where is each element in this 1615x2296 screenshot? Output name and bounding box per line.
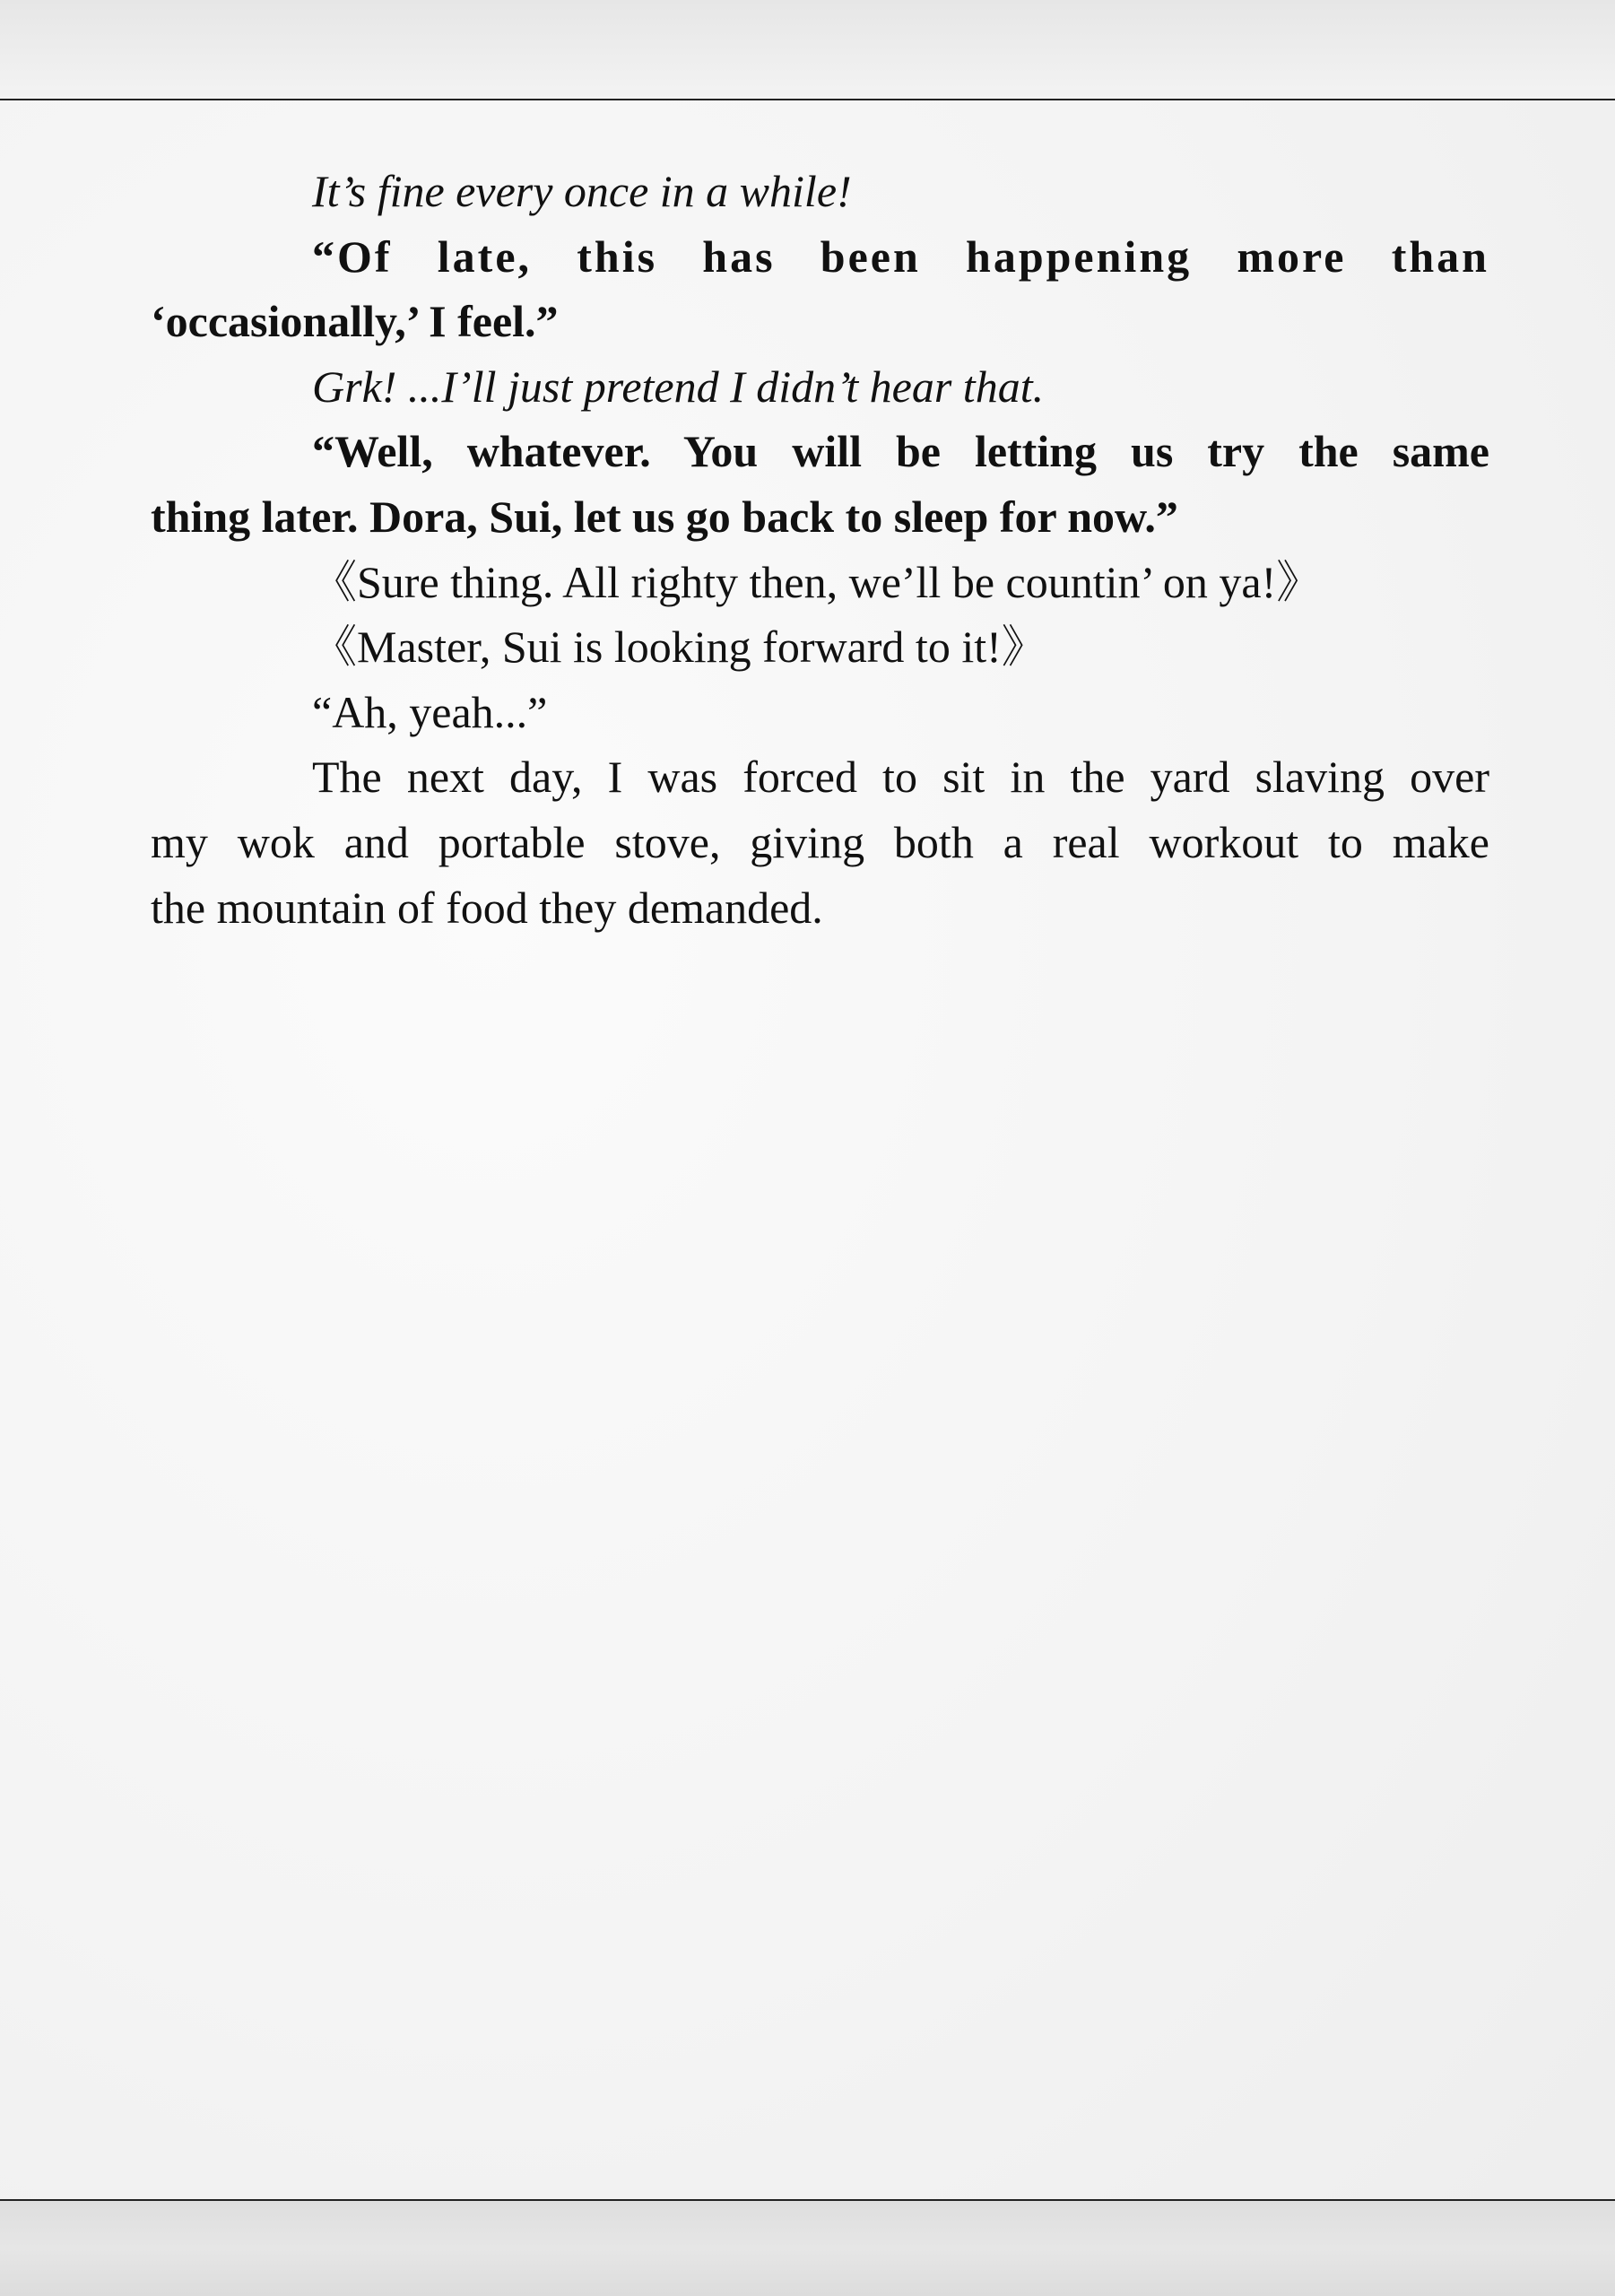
text-line: 《Master, Sui is looking forward to it!》 — [312, 622, 1046, 673]
paragraph-telepathy-dialogue — [151, 550, 1489, 615]
paragraph-narration — [151, 744, 1489, 940]
text-line: “Of late, this has been happening more than — [312, 230, 1489, 282]
text-line: “Well, whatever. You will be letting us try the same — [312, 426, 1489, 477]
paragraph-italic-thought — [151, 159, 1489, 224]
text-line: ‘occasionally,’ I feel.” — [151, 296, 559, 347]
paragraph-bold-dialogue — [151, 224, 1489, 354]
text-line: the mountain of food they demanded. — [151, 882, 823, 933]
page-header-band — [0, 0, 1615, 99]
text-line: my wok and portable stove, giving both a real workout to make — [151, 816, 1489, 867]
text-line: Grk! ...I’ll just pretend I didn’t hear that. — [312, 361, 1045, 412]
text-line: It’s fine every once in a while! — [312, 166, 852, 216]
page-footer-band — [0, 2201, 1615, 2296]
paragraph-dialogue — [151, 680, 1489, 745]
text-line: “Ah, yeah...” — [312, 686, 548, 737]
text-line: The next day, I was forced to sit in the yard slaving over — [312, 752, 1489, 803]
paragraph-telepathy-dialogue — [151, 614, 1489, 680]
text-line: 《Sure thing. All righty then, we’ll be countin’ on ya!》 — [312, 556, 1322, 607]
paragraph-italic-thought — [151, 354, 1489, 420]
text-line: thing later. Dora, Sui, let us go back to sleep for now.” — [151, 491, 1178, 542]
page-body-text — [151, 159, 1489, 940]
header-rule — [0, 99, 1615, 100]
paragraph-bold-dialogue — [151, 419, 1489, 549]
